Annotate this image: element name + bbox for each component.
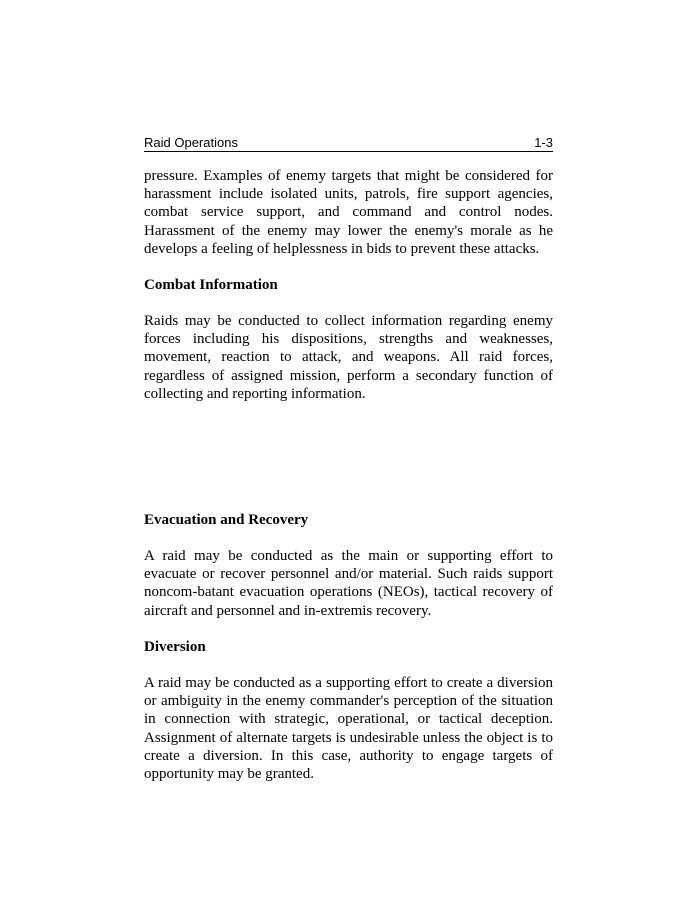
paragraph-diversion: A raid may be conducted as a supporting effort to create a diversion or ambiguity in the enemy commander's perception of the situation in connection with strategic, operational, or tactical deception. Assignment of alternate targets is undesirable unless the object is to create a diversion. In this case, authority to engage targets of opportunity may be granted. — [144, 675, 553, 783]
heading-combat-information: Combat Information — [144, 277, 278, 293]
running-header — [144, 135, 553, 152]
header-title: Raid Operations — [144, 135, 238, 150]
heading-evacuation-and-recovery: Evacuation and Recovery — [144, 512, 309, 528]
paragraph-combat-information: Raids may be conducted to collect information regarding enemy forces including his dispositions, strengths and weaknesses, movement, reaction to attack, and weapons. All raid forces, regardless of assigned mission, perform a secondary function of collecting and reporting information. — [144, 313, 553, 402]
paragraph-evacuation-and-recovery: A raid may be conducted as the main or supporting effort to evacuate or recover personnel and/or material. Such raids support noncom-batant evacuation operations (NEOs), tactical recovery of aircraft and personnel and in-extremis recovery. — [144, 548, 553, 619]
paragraph-harassment-continued: pressure. Examples of enemy targets that might be considered for harassment include isolated units, patrols, fire support agencies, combat service support, and command and control nodes. Harassment of the enemy may lower the enemy's morale as he develops a feeling of helplessness in bids to prevent these attacks. — [144, 168, 553, 257]
heading-diversion: Diversion — [144, 639, 206, 655]
page-number: 1-3 — [534, 135, 553, 150]
